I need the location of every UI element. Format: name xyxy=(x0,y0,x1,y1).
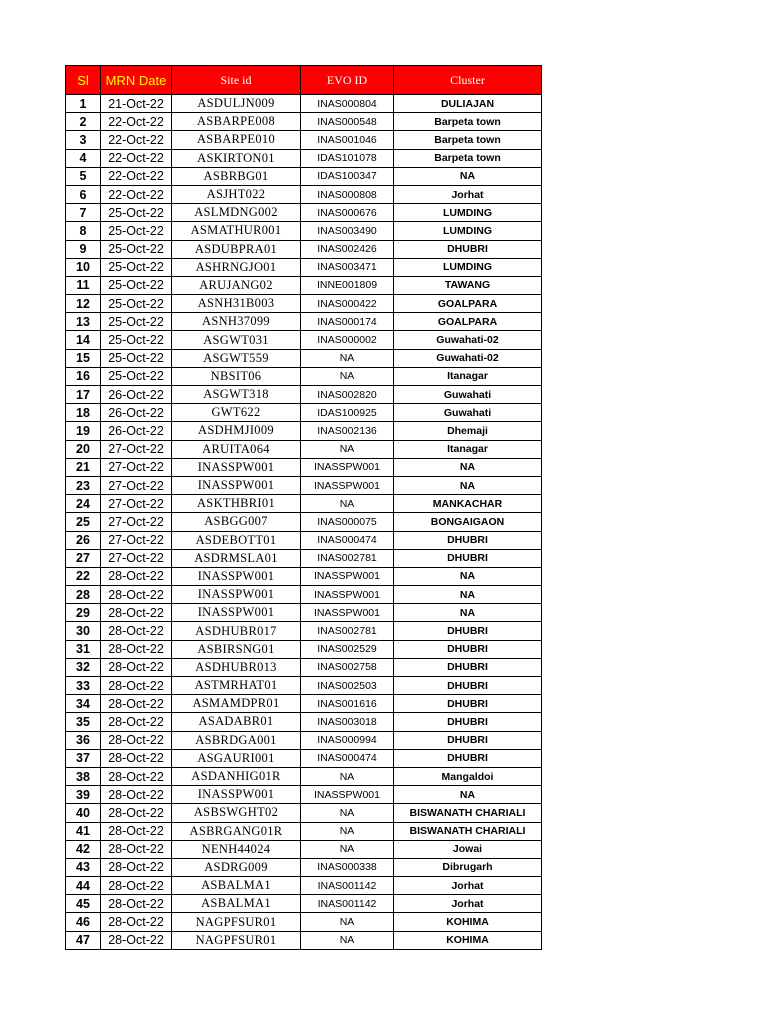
table-row xyxy=(66,877,542,895)
cell-sl: 38 xyxy=(66,767,101,785)
cell-mrn-date: 25-Oct-22 xyxy=(101,295,172,313)
table-row xyxy=(66,749,542,767)
cell-evo-id: INAS000676 xyxy=(301,204,394,222)
table-body xyxy=(66,95,542,950)
cell-site-id: NAGPFSUR01 xyxy=(172,913,301,931)
cell-evo-id: INAS001616 xyxy=(301,695,394,713)
cell-mrn-date: 28-Oct-22 xyxy=(101,749,172,767)
cell-mrn-date: 28-Oct-22 xyxy=(101,604,172,622)
cell-site-id: INASSPW001 xyxy=(172,586,301,604)
cell-cluster: Guwahati xyxy=(394,386,542,404)
table-row xyxy=(66,167,542,185)
cell-mrn-date: 25-Oct-22 xyxy=(101,331,172,349)
cell-site-id: ASADABR01 xyxy=(172,713,301,731)
cell-evo-id: NA xyxy=(301,440,394,458)
cell-mrn-date: 28-Oct-22 xyxy=(101,931,172,949)
table-row xyxy=(66,895,542,913)
cell-mrn-date: 28-Oct-22 xyxy=(101,767,172,785)
cell-site-id: ASHRNGJO01 xyxy=(172,258,301,276)
cell-site-id: ASBRGANG01R xyxy=(172,822,301,840)
cell-evo-id: NA xyxy=(301,822,394,840)
cell-evo-id: NA xyxy=(301,349,394,367)
cell-evo-id: INAS000994 xyxy=(301,731,394,749)
cell-site-id: ASBARPE010 xyxy=(172,131,301,149)
cell-site-id: ASLMDNG002 xyxy=(172,204,301,222)
cell-cluster: NA xyxy=(394,458,542,476)
cell-mrn-date: 25-Oct-22 xyxy=(101,204,172,222)
cell-mrn-date: 25-Oct-22 xyxy=(101,349,172,367)
cell-site-id: ASJHT022 xyxy=(172,185,301,203)
table-row xyxy=(66,113,542,131)
cell-cluster: DHUBRI xyxy=(394,531,542,549)
table-row xyxy=(66,767,542,785)
cell-mrn-date: 28-Oct-22 xyxy=(101,895,172,913)
cell-site-id: ASGWT318 xyxy=(172,386,301,404)
cell-cluster: MANKACHAR xyxy=(394,495,542,513)
cell-mrn-date: 27-Oct-22 xyxy=(101,458,172,476)
cell-mrn-date: 27-Oct-22 xyxy=(101,495,172,513)
cell-site-id: ASBSWGHT02 xyxy=(172,804,301,822)
cell-cluster: Jorhat xyxy=(394,185,542,203)
cell-evo-id: INASSPW001 xyxy=(301,786,394,804)
cell-sl: 42 xyxy=(66,840,101,858)
cell-mrn-date: 27-Oct-22 xyxy=(101,549,172,567)
cell-site-id: NBSIT06 xyxy=(172,367,301,385)
cell-sl: 25 xyxy=(66,513,101,531)
cell-sl: 45 xyxy=(66,895,101,913)
cell-mrn-date: 28-Oct-22 xyxy=(101,567,172,585)
cell-mrn-date: 28-Oct-22 xyxy=(101,786,172,804)
cell-sl: 29 xyxy=(66,604,101,622)
cell-site-id: ASBALMA1 xyxy=(172,877,301,895)
table-row xyxy=(66,658,542,676)
cell-sl: 21 xyxy=(66,458,101,476)
cell-mrn-date: 22-Oct-22 xyxy=(101,149,172,167)
cell-cluster: Jowai xyxy=(394,840,542,858)
cell-site-id: ASGWT031 xyxy=(172,331,301,349)
cell-cluster: NA xyxy=(394,567,542,585)
cell-mrn-date: 28-Oct-22 xyxy=(101,913,172,931)
cell-sl: 24 xyxy=(66,495,101,513)
cell-cluster: Mangaldoi xyxy=(394,767,542,785)
cell-mrn-date: 28-Oct-22 xyxy=(101,858,172,876)
cell-mrn-date: 22-Oct-22 xyxy=(101,167,172,185)
cell-evo-id: NA xyxy=(301,931,394,949)
cell-cluster: Guwahati xyxy=(394,404,542,422)
cell-cluster: DHUBRI xyxy=(394,677,542,695)
cell-site-id: INASSPW001 xyxy=(172,786,301,804)
cell-mrn-date: 28-Oct-22 xyxy=(101,658,172,676)
table-row xyxy=(66,640,542,658)
cell-site-id: INASSPW001 xyxy=(172,476,301,494)
cell-site-id: ASKIRTON01 xyxy=(172,149,301,167)
cell-mrn-date: 22-Oct-22 xyxy=(101,185,172,203)
cell-sl: 33 xyxy=(66,677,101,695)
table-row xyxy=(66,95,542,113)
table-row xyxy=(66,604,542,622)
cell-sl: 32 xyxy=(66,658,101,676)
header-evo-id: EVO ID xyxy=(301,66,394,95)
cell-evo-id: INAS002136 xyxy=(301,422,394,440)
table-row xyxy=(66,513,542,531)
cell-cluster: BONGAIGAON xyxy=(394,513,542,531)
cell-evo-id: INAS003490 xyxy=(301,222,394,240)
cell-site-id: ASNH37099 xyxy=(172,313,301,331)
cell-evo-id: NA xyxy=(301,913,394,931)
cell-evo-id: INAS002529 xyxy=(301,640,394,658)
cell-site-id: ASTMRHAT01 xyxy=(172,677,301,695)
cell-mrn-date: 25-Oct-22 xyxy=(101,222,172,240)
cell-site-id: ASBIRSNG01 xyxy=(172,640,301,658)
cell-sl: 1 xyxy=(66,95,101,113)
cell-site-id: ASDEBOTT01 xyxy=(172,531,301,549)
cell-site-id: ASDHUBR013 xyxy=(172,658,301,676)
table-row xyxy=(66,386,542,404)
cell-cluster: DHUBRI xyxy=(394,240,542,258)
cell-mrn-date: 22-Oct-22 xyxy=(101,131,172,149)
cell-cluster: TAWANG xyxy=(394,276,542,294)
cell-sl: 2 xyxy=(66,113,101,131)
cell-mrn-date: 26-Oct-22 xyxy=(101,404,172,422)
header-sl: Sl xyxy=(66,66,101,95)
cell-mrn-date: 28-Oct-22 xyxy=(101,622,172,640)
cell-sl: 47 xyxy=(66,931,101,949)
table-row xyxy=(66,495,542,513)
cell-sl: 28 xyxy=(66,586,101,604)
cell-site-id: ASDANHIG01R xyxy=(172,767,301,785)
cell-site-id: ASKTHBRI01 xyxy=(172,495,301,513)
cell-site-id: ASMATHUR001 xyxy=(172,222,301,240)
cell-site-id: NENH44024 xyxy=(172,840,301,858)
cell-evo-id: INAS002781 xyxy=(301,549,394,567)
table-row xyxy=(66,349,542,367)
cell-sl: 35 xyxy=(66,713,101,731)
cell-evo-id: INASSPW001 xyxy=(301,586,394,604)
table-row xyxy=(66,713,542,731)
cell-cluster: DHUBRI xyxy=(394,695,542,713)
cell-site-id: INASSPW001 xyxy=(172,604,301,622)
cell-mrn-date: 28-Oct-22 xyxy=(101,877,172,895)
cell-evo-id: INAS000174 xyxy=(301,313,394,331)
table-row xyxy=(66,677,542,695)
header-row xyxy=(66,66,542,95)
cell-cluster: NA xyxy=(394,786,542,804)
cell-evo-id: INAS000474 xyxy=(301,531,394,549)
cell-evo-id: INAS003471 xyxy=(301,258,394,276)
table-row xyxy=(66,313,542,331)
cell-mrn-date: 27-Oct-22 xyxy=(101,513,172,531)
cell-sl: 20 xyxy=(66,440,101,458)
cell-site-id: ASMAMDPR01 xyxy=(172,695,301,713)
table-row xyxy=(66,440,542,458)
cell-cluster: Dibrugarh xyxy=(394,858,542,876)
cell-cluster: Itanagar xyxy=(394,367,542,385)
cell-evo-id: INASSPW001 xyxy=(301,604,394,622)
cell-cluster: KOHIMA xyxy=(394,913,542,931)
cell-sl: 36 xyxy=(66,731,101,749)
table-row xyxy=(66,258,542,276)
cell-site-id: ASDHUBR017 xyxy=(172,622,301,640)
table-row xyxy=(66,549,542,567)
cell-cluster: NA xyxy=(394,604,542,622)
cell-site-id: NAGPFSUR01 xyxy=(172,931,301,949)
cell-cluster: Barpeta town xyxy=(394,149,542,167)
cell-sl: 11 xyxy=(66,276,101,294)
cell-site-id: ASDUBPRA01 xyxy=(172,240,301,258)
table-row xyxy=(66,404,542,422)
cell-cluster: Guwahati-02 xyxy=(394,331,542,349)
cell-sl: 6 xyxy=(66,185,101,203)
cell-sl: 41 xyxy=(66,822,101,840)
table-row xyxy=(66,204,542,222)
cell-sl: 31 xyxy=(66,640,101,658)
cell-sl: 8 xyxy=(66,222,101,240)
cell-sl: 7 xyxy=(66,204,101,222)
table-row xyxy=(66,295,542,313)
cell-cluster: NA xyxy=(394,586,542,604)
cell-site-id: INASSPW001 xyxy=(172,567,301,585)
cell-evo-id: NA xyxy=(301,495,394,513)
cell-mrn-date: 25-Oct-22 xyxy=(101,313,172,331)
table-row xyxy=(66,331,542,349)
table-row xyxy=(66,858,542,876)
cell-evo-id: INAS002503 xyxy=(301,677,394,695)
cell-cluster: GOALPARA xyxy=(394,295,542,313)
cell-evo-id: INAS000808 xyxy=(301,185,394,203)
cell-sl: 27 xyxy=(66,549,101,567)
table-row xyxy=(66,240,542,258)
cell-evo-id: INAS000474 xyxy=(301,749,394,767)
cell-evo-id: INAS000075 xyxy=(301,513,394,531)
header-mrn-date: MRN Date xyxy=(101,66,172,95)
cell-mrn-date: 27-Oct-22 xyxy=(101,531,172,549)
table-row xyxy=(66,149,542,167)
table-row xyxy=(66,804,542,822)
table-row xyxy=(66,276,542,294)
cell-site-id: ASBALMA1 xyxy=(172,895,301,913)
table-row xyxy=(66,695,542,713)
cell-cluster: LUMDING xyxy=(394,204,542,222)
cell-evo-id: INAS000422 xyxy=(301,295,394,313)
mrn-site-table xyxy=(65,65,542,950)
cell-sl: 19 xyxy=(66,422,101,440)
cell-mrn-date: 28-Oct-22 xyxy=(101,640,172,658)
cell-evo-id: INAS002426 xyxy=(301,240,394,258)
cell-mrn-date: 25-Oct-22 xyxy=(101,258,172,276)
cell-mrn-date: 25-Oct-22 xyxy=(101,240,172,258)
cell-site-id: ASDHMJI009 xyxy=(172,422,301,440)
table-row xyxy=(66,185,542,203)
cell-site-id: ASDULJN009 xyxy=(172,95,301,113)
cell-mrn-date: 28-Oct-22 xyxy=(101,731,172,749)
cell-site-id: ASNH31B003 xyxy=(172,295,301,313)
cell-evo-id: INAS001142 xyxy=(301,895,394,913)
table-row xyxy=(66,367,542,385)
cell-cluster: NA xyxy=(394,167,542,185)
cell-cluster: DHUBRI xyxy=(394,640,542,658)
cell-site-id: GWT622 xyxy=(172,404,301,422)
table-row xyxy=(66,786,542,804)
cell-cluster: Jorhat xyxy=(394,895,542,913)
cell-sl: 40 xyxy=(66,804,101,822)
cell-sl: 13 xyxy=(66,313,101,331)
table-row xyxy=(66,586,542,604)
table-row xyxy=(66,567,542,585)
cell-site-id: ASBARPE008 xyxy=(172,113,301,131)
table-header xyxy=(66,66,542,95)
table-row xyxy=(66,131,542,149)
cell-site-id: ASGWT559 xyxy=(172,349,301,367)
cell-sl: 9 xyxy=(66,240,101,258)
cell-sl: 4 xyxy=(66,149,101,167)
cell-sl: 12 xyxy=(66,295,101,313)
cell-evo-id: INAS002781 xyxy=(301,622,394,640)
cell-site-id: ARUJANG02 xyxy=(172,276,301,294)
cell-evo-id: INAS001142 xyxy=(301,877,394,895)
cell-mrn-date: 25-Oct-22 xyxy=(101,276,172,294)
cell-mrn-date: 28-Oct-22 xyxy=(101,677,172,695)
cell-sl: 44 xyxy=(66,877,101,895)
cell-cluster: Jorhat xyxy=(394,877,542,895)
cell-sl: 17 xyxy=(66,386,101,404)
cell-evo-id: IDAS100925 xyxy=(301,404,394,422)
cell-evo-id: INAS001046 xyxy=(301,131,394,149)
table-row xyxy=(66,840,542,858)
cell-site-id: ASBRBG01 xyxy=(172,167,301,185)
cell-sl: 39 xyxy=(66,786,101,804)
cell-cluster: Itanagar xyxy=(394,440,542,458)
cell-sl: 37 xyxy=(66,749,101,767)
cell-mrn-date: 26-Oct-22 xyxy=(101,386,172,404)
header-site-id: Site id xyxy=(172,66,301,95)
cell-cluster: DULIAJAN xyxy=(394,95,542,113)
cell-site-id: ASBGG007 xyxy=(172,513,301,531)
cell-mrn-date: 28-Oct-22 xyxy=(101,713,172,731)
cell-sl: 26 xyxy=(66,531,101,549)
table-row xyxy=(66,822,542,840)
cell-cluster: Guwahati-02 xyxy=(394,349,542,367)
cell-mrn-date: 28-Oct-22 xyxy=(101,695,172,713)
cell-mrn-date: 25-Oct-22 xyxy=(101,367,172,385)
cell-evo-id: INASSPW001 xyxy=(301,476,394,494)
cell-mrn-date: 21-Oct-22 xyxy=(101,95,172,113)
cell-cluster: Dhemaji xyxy=(394,422,542,440)
cell-mrn-date: 28-Oct-22 xyxy=(101,804,172,822)
cell-cluster: DHUBRI xyxy=(394,622,542,640)
cell-evo-id: INAS000002 xyxy=(301,331,394,349)
cell-cluster: BISWANATH CHARIALI xyxy=(394,822,542,840)
cell-evo-id: INASSPW001 xyxy=(301,458,394,476)
table-row xyxy=(66,622,542,640)
table-row xyxy=(66,422,542,440)
cell-cluster: NA xyxy=(394,476,542,494)
cell-sl: 34 xyxy=(66,695,101,713)
cell-sl: 5 xyxy=(66,167,101,185)
cell-site-id: ARUITA064 xyxy=(172,440,301,458)
cell-sl: 3 xyxy=(66,131,101,149)
cell-cluster: LUMDING xyxy=(394,222,542,240)
cell-sl: 22 xyxy=(66,567,101,585)
cell-sl: 46 xyxy=(66,913,101,931)
cell-site-id: ASBRDGA001 xyxy=(172,731,301,749)
cell-cluster: GOALPARA xyxy=(394,313,542,331)
cell-evo-id: INAS002758 xyxy=(301,658,394,676)
cell-cluster: DHUBRI xyxy=(394,749,542,767)
cell-cluster: KOHIMA xyxy=(394,931,542,949)
table-row xyxy=(66,931,542,949)
cell-cluster: DHUBRI xyxy=(394,658,542,676)
cell-site-id: INASSPW001 xyxy=(172,458,301,476)
cell-sl: 18 xyxy=(66,404,101,422)
table-row xyxy=(66,731,542,749)
cell-mrn-date: 22-Oct-22 xyxy=(101,113,172,131)
cell-mrn-date: 28-Oct-22 xyxy=(101,840,172,858)
cell-sl: 14 xyxy=(66,331,101,349)
cell-sl: 30 xyxy=(66,622,101,640)
table-row xyxy=(66,222,542,240)
cell-evo-id: NA xyxy=(301,840,394,858)
cell-cluster: BISWANATH CHARIALI xyxy=(394,804,542,822)
cell-evo-id: INAS000804 xyxy=(301,95,394,113)
header-cluster: Cluster xyxy=(394,66,542,95)
table-row xyxy=(66,476,542,494)
cell-mrn-date: 26-Oct-22 xyxy=(101,422,172,440)
table-row xyxy=(66,531,542,549)
cell-evo-id: INASSPW001 xyxy=(301,567,394,585)
cell-cluster: DHUBRI xyxy=(394,731,542,749)
cell-mrn-date: 27-Oct-22 xyxy=(101,440,172,458)
cell-evo-id: INAS000548 xyxy=(301,113,394,131)
cell-cluster: LUMDING xyxy=(394,258,542,276)
cell-site-id: ASGAURI001 xyxy=(172,749,301,767)
cell-sl: 43 xyxy=(66,858,101,876)
cell-mrn-date: 28-Oct-22 xyxy=(101,822,172,840)
cell-evo-id: IDAS100347 xyxy=(301,167,394,185)
cell-site-id: ASDRMSLA01 xyxy=(172,549,301,567)
cell-evo-id: INAS003018 xyxy=(301,713,394,731)
cell-site-id: ASDRG009 xyxy=(172,858,301,876)
cell-mrn-date: 28-Oct-22 xyxy=(101,586,172,604)
cell-evo-id: INNE001809 xyxy=(301,276,394,294)
cell-evo-id: NA xyxy=(301,804,394,822)
cell-evo-id: NA xyxy=(301,767,394,785)
cell-evo-id: INAS002820 xyxy=(301,386,394,404)
cell-sl: 23 xyxy=(66,476,101,494)
cell-cluster: Barpeta town xyxy=(394,131,542,149)
cell-cluster: DHUBRI xyxy=(394,713,542,731)
cell-sl: 16 xyxy=(66,367,101,385)
cell-sl: 10 xyxy=(66,258,101,276)
cell-cluster: DHUBRI xyxy=(394,549,542,567)
cell-evo-id: INAS000338 xyxy=(301,858,394,876)
cell-sl: 15 xyxy=(66,349,101,367)
cell-evo-id: IDAS101078 xyxy=(301,149,394,167)
table-row xyxy=(66,913,542,931)
cell-mrn-date: 27-Oct-22 xyxy=(101,476,172,494)
cell-evo-id: NA xyxy=(301,367,394,385)
table-row xyxy=(66,458,542,476)
cell-cluster: Barpeta town xyxy=(394,113,542,131)
